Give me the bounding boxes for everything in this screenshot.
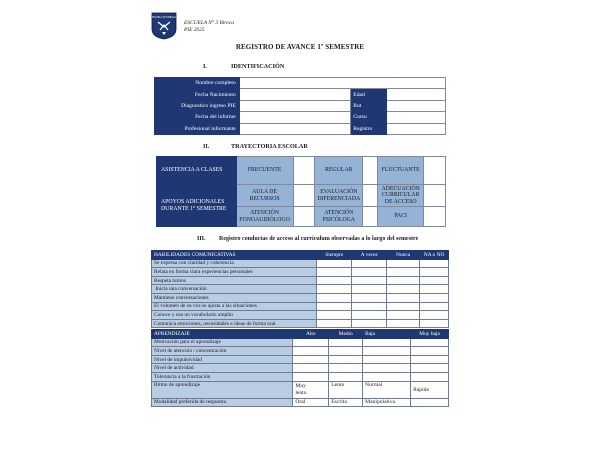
table-cell[interactable] — [317, 259, 352, 268]
school-line-1: ESCUELA N° 3 Biroca — [184, 20, 234, 26]
ident-label: Registro — [351, 123, 387, 134]
school-name — [184, 20, 234, 34]
column-header: Siempre — [317, 251, 352, 260]
table-cell[interactable] — [317, 268, 352, 277]
option-text: Muy lento — [295, 383, 307, 396]
ident-label: Nombre completo — [155, 78, 240, 89]
table-cell[interactable] — [387, 311, 420, 320]
paci-option[interactable]: PACI — [378, 207, 424, 227]
habilidad-row-label: Conoce y usa un vocabulario amplio — [152, 311, 317, 320]
frecuente-checkbox[interactable] — [293, 157, 315, 185]
psico-checkbox[interactable] — [363, 207, 378, 227]
ident-label: Rut — [351, 100, 387, 111]
column-header: Muy baja — [411, 330, 449, 339]
modalidad-escrita-option[interactable] — [329, 398, 363, 407]
ident-row — [155, 123, 446, 134]
section-registro-heading — [197, 236, 418, 242]
paci-checkbox[interactable] — [424, 207, 446, 227]
evaluacion-checkbox[interactable] — [363, 185, 378, 207]
table-cell[interactable] — [411, 347, 449, 356]
edad-field[interactable] — [387, 89, 446, 100]
modalidad-label: Modalidad preferida de respuesta — [152, 398, 293, 407]
habilidad-row-label: Se expresa con claridad y coherencia — [152, 259, 317, 268]
ritmo-normal-option[interactable] — [363, 381, 411, 398]
table-cell[interactable] — [363, 355, 411, 364]
ritmo-lento-option[interactable] — [329, 381, 363, 398]
aula-recursos-option[interactable]: AULA DE RECURSOS — [236, 185, 293, 207]
table-cell[interactable] — [352, 311, 387, 320]
section-title: Registro conductas de acceso al currículum observadas a lo largo del semestre — [219, 236, 419, 242]
section-number: I. — [203, 63, 207, 70]
fluctuante-checkbox[interactable] — [424, 157, 446, 185]
table-cell[interactable] — [411, 355, 449, 364]
fono-checkbox[interactable] — [293, 207, 315, 227]
option-text: Rápido — [413, 386, 430, 393]
table-cell[interactable] — [420, 259, 449, 268]
table-cell[interactable] — [329, 355, 363, 364]
table-cell[interactable] — [420, 276, 449, 285]
curso-field[interactable] — [387, 112, 446, 123]
table-cell[interactable] — [411, 398, 449, 407]
table-cell[interactable] — [363, 338, 411, 347]
apoyos-label: APOYOS ADICIONALES DURANTE 1° SEMESTRE — [157, 185, 237, 227]
habilidad-row-label: Mantiene conversaciones — [152, 293, 317, 302]
ident-row — [155, 89, 446, 100]
table-cell[interactable] — [329, 364, 363, 373]
school-line-2: PIE 2025 — [184, 26, 205, 33]
table-cell[interactable] — [420, 311, 449, 320]
table-cell[interactable] — [293, 364, 329, 373]
habilidades-header: HABILIDADES COMUNICATIVAS — [152, 251, 317, 260]
table-cell[interactable] — [387, 276, 420, 285]
aprendizaje-row-label: Nivel de impulsividad — [152, 355, 293, 364]
habilidades-table — [151, 250, 449, 328]
table-cell[interactable] — [387, 293, 420, 302]
option-text: Oral — [295, 399, 306, 406]
adecuacion-option[interactable]: ADECUACIÓN CURRICULAR DE ACCESO — [378, 185, 424, 207]
column-header: NA o NO — [420, 251, 449, 260]
habilidad-row-label: El volumen de su voz se ajusta a las situaciones — [152, 302, 317, 311]
adecuacion-checkbox[interactable] — [424, 185, 446, 207]
ident-row — [155, 112, 446, 123]
profesional-field[interactable] — [239, 123, 351, 134]
table-cell[interactable] — [317, 285, 352, 294]
table-cell[interactable] — [420, 302, 449, 311]
diagnostico-field[interactable] — [239, 100, 351, 111]
option-text: Lento — [331, 381, 345, 388]
aprendizaje-row-label: Nivel de actividad — [152, 364, 293, 373]
habilidad-row-text: Inicia una conversación — [155, 286, 207, 293]
column-header: Nunca — [387, 251, 420, 260]
table-cell[interactable] — [363, 364, 411, 373]
table-cell[interactable] — [352, 302, 387, 311]
ident-row — [155, 78, 446, 89]
table-cell[interactable] — [352, 285, 387, 294]
ritmo-label: Ritmo de aprendizaje — [152, 381, 293, 398]
psicologa-option[interactable]: ATENCIÓN PSICÓLOGA — [315, 207, 363, 227]
table-cell[interactable] — [411, 364, 449, 373]
table-cell[interactable] — [293, 355, 329, 364]
column-header: A veces — [352, 251, 387, 260]
logo-text: ESCUELA N°3 BIROCA — [152, 16, 176, 19]
table-cell[interactable] — [420, 319, 449, 328]
regular-option[interactable]: REGULAR — [315, 157, 363, 185]
table-cell[interactable] — [387, 259, 420, 268]
option-text: Manipulativa — [365, 399, 395, 406]
ritmo-muy-lento-option[interactable] — [293, 381, 329, 398]
table-cell[interactable] — [363, 347, 411, 356]
habilidad-row-label: Respeta turnos — [152, 276, 317, 285]
column-header: Alto — [293, 330, 329, 339]
ident-label: Edad — [351, 89, 387, 100]
fecha-nacimiento-field[interactable] — [239, 89, 351, 100]
table-cell[interactable] — [387, 302, 420, 311]
table-cell[interactable] — [293, 338, 329, 347]
aprendizaje-row-label: Motivación para el aprendizaje — [152, 338, 293, 347]
nombre-field[interactable] — [239, 78, 445, 89]
modalidad-oral-option[interactable] — [293, 398, 329, 407]
ritmo-rapido-option[interactable] — [411, 381, 449, 398]
table-cell[interactable] — [293, 347, 329, 356]
option-text: Escrita — [331, 399, 347, 406]
table-cell[interactable] — [387, 319, 420, 328]
table-cell[interactable] — [363, 372, 411, 381]
aprendizaje-row-label: Tolerancia a la frustración — [152, 372, 293, 381]
table-cell[interactable] — [352, 259, 387, 268]
section-number: III. — [197, 236, 206, 242]
asistencia-label: ASISTENCIA A CLASES — [157, 157, 237, 185]
table-cell[interactable] — [387, 285, 420, 294]
rut-field[interactable] — [387, 100, 446, 111]
aprendizaje-row-label: Nivel de atención / concentración — [152, 347, 293, 356]
table-cell[interactable] — [352, 319, 387, 328]
aprendizaje-header: APRENDIZAJE — [152, 330, 293, 339]
page-title: REGISTRO DE AVANCE 1º SEMESTRE — [235, 43, 365, 51]
table-cell[interactable] — [352, 268, 387, 277]
section-trayectoria-heading — [203, 143, 308, 150]
aula-checkbox[interactable] — [293, 185, 315, 207]
table-cell[interactable] — [352, 293, 387, 302]
habilidad-row-label: Relata en forma clara experiencias personales — [152, 268, 317, 277]
evaluacion-option[interactable]: EVALUACIÓN DIFERENCIADA — [315, 185, 363, 207]
fonoaudiologo-option[interactable]: ATENCIÓN FONOAUDIÓLOGO — [236, 207, 293, 227]
fluctuante-option[interactable]: FLUCTUANTE — [378, 157, 424, 185]
frecuente-option[interactable]: FRECUENTE — [236, 157, 293, 185]
table-cell[interactable] — [317, 319, 352, 328]
table-cell[interactable] — [329, 372, 363, 381]
table-cell[interactable] — [329, 338, 363, 347]
aprendizaje-table — [151, 329, 449, 407]
regular-checkbox[interactable] — [363, 157, 378, 185]
column-header: Baja — [363, 330, 411, 339]
identificacion-table — [154, 77, 446, 135]
table-cell[interactable] — [293, 372, 329, 381]
ident-label: Fecha Nacimiento — [155, 89, 240, 100]
table-cell[interactable] — [317, 293, 352, 302]
table-cell[interactable] — [420, 293, 449, 302]
ident-label: Fecha del informe — [155, 112, 240, 123]
ident-label: Profesional informante — [155, 123, 240, 134]
table-cell[interactable] — [411, 338, 449, 347]
ident-label: Diagnostico ingreso PIE — [155, 100, 240, 111]
table-cell[interactable] — [317, 311, 352, 320]
section-identificacion-heading — [203, 63, 284, 70]
table-cell[interactable] — [420, 268, 449, 277]
table-cell[interactable] — [317, 276, 352, 285]
table-cell[interactable] — [411, 372, 449, 381]
habilidad-row-label — [152, 285, 317, 294]
table-cell[interactable] — [329, 347, 363, 356]
table-cell[interactable] — [420, 285, 449, 294]
registro-field[interactable] — [387, 123, 446, 134]
section-number: II. — [203, 143, 210, 150]
table-cell[interactable] — [352, 276, 387, 285]
fecha-informe-field[interactable] — [239, 112, 351, 123]
option-text: Normal — [365, 381, 383, 388]
habilidad-row-label: Comunica emociones, necesidades e ideas de forma oral. — [152, 319, 317, 328]
column-header: Medio — [329, 330, 363, 339]
table-cell[interactable] — [317, 302, 352, 311]
ident-label: Curso — [351, 112, 387, 123]
section-title: IDENTIFICACIÓN — [231, 63, 285, 70]
table-cell[interactable] — [387, 268, 420, 277]
section-title: TRAYECTORIA ESCOLAR — [231, 143, 308, 150]
trayectoria-table — [156, 156, 446, 227]
school-logo — [151, 12, 177, 40]
ident-row — [155, 100, 446, 111]
modalidad-manipulativa-option[interactable] — [363, 398, 411, 407]
